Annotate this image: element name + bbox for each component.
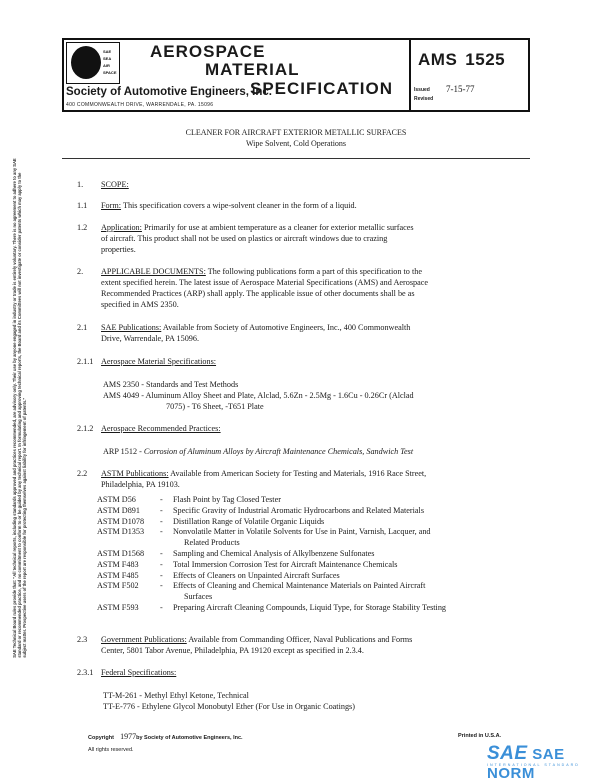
- astm-code: ASTM F593: [97, 603, 139, 612]
- sec-2-3-1-title: Federal Specifications:: [101, 668, 177, 677]
- sec-2-line2: extent specified herein. The latest issue of Aerospace Material Specifications (AMS) and Aerospace: [101, 278, 429, 287]
- sec-2-2-line2: Philadelphia, PA 19103.: [101, 480, 180, 489]
- doc-title: CLEANER FOR AIRCRAFT EXTERIOR METALLIC SURFACES: [185, 128, 407, 137]
- watermark-sae-mark: SAE: [487, 743, 528, 764]
- title-rule: [62, 158, 530, 159]
- astm-title: Specific Gravity of Industrial Aromatic Hydrocarbons and Related Materials: [173, 505, 425, 515]
- logo-text-4: SPACE: [103, 70, 117, 75]
- astm-title: Effects of Cleaning and Chemical Maintenance Materials on Painted Aircraft: [173, 581, 426, 591]
- sec-2-1-text: Available from Society of Automotive Engineers, Inc., 400 Commonwealth: [162, 323, 411, 332]
- sec-1-2-label: Application:: [101, 223, 142, 232]
- header-society: Society of Automotive Engineers, Inc.: [66, 86, 272, 98]
- astm-title: Nonvolatile Matter in Volatile Solvents for Use in Paint, Varnish, Lacquer, and: [173, 527, 431, 537]
- astm-dash: -: [160, 581, 163, 591]
- astm-code: ASTM F483: [97, 559, 139, 569]
- sec-2-1-line1: [101, 322, 410, 333]
- sec-2-3-text: Available from Commanding Officer, Naval Publications and Forms: [188, 635, 413, 644]
- astm-dash: -: [160, 516, 163, 526]
- astm-title: Related Products: [184, 538, 240, 548]
- tt-e-776-entry: TT-E-776 - Ethylene Glycol Monobutyl Ether (For Use in Organic Coatings): [103, 702, 355, 711]
- revised-label: Revised: [414, 96, 434, 102]
- sae-technical-board-notice: SAE Technical Board rules provide that: "All technical reports, including standards approved and practices recommended, are advisory only. Their use by anyone engaged in industry or trade is entirely voluntary. There is no agreement to adhere to any SAE standard or recommended practice, and no commitment to conform to or be guided by any technical report. In formulating and approving technical reports, the Board and its Committees will not investigate or consider patents which may apply to the subject matter. Prospective users of the report are responsible for protecting themselves against liability for infringement of patents.": [12, 158, 28, 658]
- ams-4049-entry-cont: 7075) - T6 Sheet, -T651 Plate: [166, 402, 264, 411]
- astm-dash: -: [160, 527, 163, 537]
- astm-dash: -: [160, 570, 163, 580]
- sae-logo-disc: [71, 46, 101, 79]
- copyright-label: Copyright: [88, 735, 114, 741]
- watermark-subtext: INTERNATIONAL STANDARD: [487, 763, 580, 767]
- sec-2-1-1-num: 2.1.1: [77, 357, 94, 366]
- ams-label: AMS: [418, 50, 458, 69]
- astm-dash: -: [160, 603, 163, 612]
- sec-2-2-line1: [101, 468, 426, 479]
- arp-1512-entry: [103, 446, 413, 457]
- sec-1-1-num: 1.1: [77, 201, 88, 210]
- header-material: MATERIAL: [205, 60, 300, 79]
- astm-dash: -: [160, 495, 163, 504]
- logo-text-2: SEA: [103, 56, 112, 61]
- astm-title: Effects of Cleaners on Unpainted Aircraft Surfaces: [173, 570, 340, 580]
- astm-code: ASTM D1078: [97, 516, 145, 526]
- sec-1-2-line2: of aircraft. This product shall not be used on plastics or aircraft windows due to crazing: [101, 234, 388, 243]
- footer-rights: All rights reserved.: [88, 747, 134, 753]
- sec-2-1-line2: Drive, Warrendale, PA 15096.: [101, 334, 200, 343]
- arp-1512-text: Corrosion of Aluminum Alloys by Aircraft Maintenance Chemicals, Sandwich Test: [143, 447, 414, 456]
- sec-2-line3: Recommended Practices (ARP) shall apply. The applicable issue of other documents shall be as: [101, 289, 415, 298]
- sec-2-1-1-title: Aerospace Material Specifications:: [101, 357, 217, 366]
- tt-m-261-entry: TT-M-261 - Methyl Ethyl Ketone, Technical: [103, 691, 249, 700]
- sec-2-line1: [101, 266, 422, 277]
- sec-2-num: 2.: [77, 267, 84, 276]
- astm-code: ASTM F485: [97, 570, 139, 580]
- sae-logo: [66, 42, 120, 84]
- watermark-text: SAE NORM: [487, 746, 565, 782]
- copyright-by: by Society of Automotive Engineers, Inc.: [136, 735, 243, 741]
- ams-number-value: 1525: [465, 50, 506, 69]
- ams-number: [418, 50, 505, 70]
- astm-title: Distillation Range of Volatile Organic Liquids: [173, 516, 325, 526]
- sec-2-3-line1: [101, 634, 412, 645]
- footer-printed: Printed in U.S.A.: [458, 733, 502, 739]
- astm-title: Sampling and Chemical Analysis of Alkylbenzene Sulfonates: [173, 549, 375, 558]
- sec-1-num: 1.: [77, 180, 84, 189]
- sec-1-2-line3: properties.: [101, 245, 136, 254]
- astm-title: Flash Point by Tag Closed Tester: [173, 495, 281, 504]
- copyright-year: 1977: [120, 732, 137, 741]
- sec-2-1-2-title: Aerospace Recommended Practices:: [101, 424, 221, 433]
- issued-date: 7-15-77: [446, 84, 475, 94]
- astm-code: ASTM D1353: [97, 527, 145, 537]
- logo-text-3: AIR: [103, 63, 110, 68]
- sec-2-3-1-num: 2.3.1: [77, 668, 94, 677]
- astm-dash: -: [160, 505, 163, 515]
- footer-copyright: [88, 732, 243, 741]
- header-specification: SPECIFICATION: [250, 79, 394, 98]
- sec-2-2-label: ASTM Publications:: [101, 469, 169, 478]
- ams-2350-entry: AMS 2350 - Standards and Test Methods: [103, 380, 239, 389]
- sec-2-1-2-num: 2.1.2: [77, 424, 94, 433]
- sec-2-3-num: 2.3: [77, 635, 88, 644]
- sec-1-2-text: Primarily for use at ambient temperature as a cleaner for exterior metallic surfaces: [143, 223, 414, 232]
- sec-2-3-line2: Center, 5801 Tabor Avenue, Philadelphia, PA 19120 except as specified in 2.3.4.: [101, 646, 364, 655]
- astm-dash: -: [160, 559, 163, 569]
- sec-1-2-line1: [101, 222, 414, 233]
- astm-code: ASTM F502: [97, 581, 139, 591]
- logo-text-1: SAE: [103, 49, 112, 54]
- sec-2-text: The following publications form a part of this specification to the: [207, 267, 422, 276]
- sec-2-1-label: SAE Publications:: [101, 323, 162, 332]
- arp-1512-code: ARP 1512 -: [103, 447, 142, 456]
- sec-2-2-text: Available from American Society for Testing and Materials, 1916 Race Street,: [170, 469, 427, 478]
- header-aerospace: AEROSPACE: [150, 42, 266, 61]
- issued-label: Issued: [414, 87, 430, 93]
- sec-2-1-num: 2.1: [77, 323, 88, 332]
- astm-dash: -: [160, 549, 163, 558]
- astm-code: ASTM D891: [97, 505, 140, 515]
- sec-1-1-line: [101, 200, 357, 211]
- sec-2-2-num: 2.2: [77, 469, 88, 478]
- header-divider: [409, 38, 411, 112]
- sec-2-line4: specified in AMS 2350.: [101, 300, 179, 309]
- sec-2-title: APPLICABLE DOCUMENTS:: [101, 267, 206, 276]
- doc-subtitle: Wipe Solvent, Cold Operations: [245, 139, 347, 148]
- ams-4049-entry: AMS 4049 - Aluminum Alloy Sheet and Plate, Alclad, 5.6Zn - 2.5Mg - 1.6Cu - 0.26Cr (Alclad: [103, 391, 414, 400]
- astm-code: ASTM D1568: [97, 549, 145, 558]
- sec-1-1-label: Form:: [101, 201, 122, 210]
- sec-1-1-text: This specification covers a wipe-solvent cleaner in the form of a liquid.: [122, 201, 357, 210]
- astm-title: Surfaces: [184, 592, 213, 602]
- sec-2-3-label: Government Publications:: [101, 635, 187, 644]
- sec-1-2-num: 1.2: [77, 223, 88, 232]
- header-address: 400 COMMONWEALTH DRIVE, WARRENDALE, PA. 15096: [66, 102, 214, 108]
- astm-code: ASTM D56: [97, 495, 136, 504]
- astm-title: Total Immersion Corrosion Test for Aircraft Maintenance Chemicals: [173, 559, 398, 569]
- astm-title: Preparing Aircraft Cleaning Compounds, Liquid Type, for Storage Stability Testing: [173, 603, 447, 612]
- sec-1-title: SCOPE:: [101, 180, 129, 189]
